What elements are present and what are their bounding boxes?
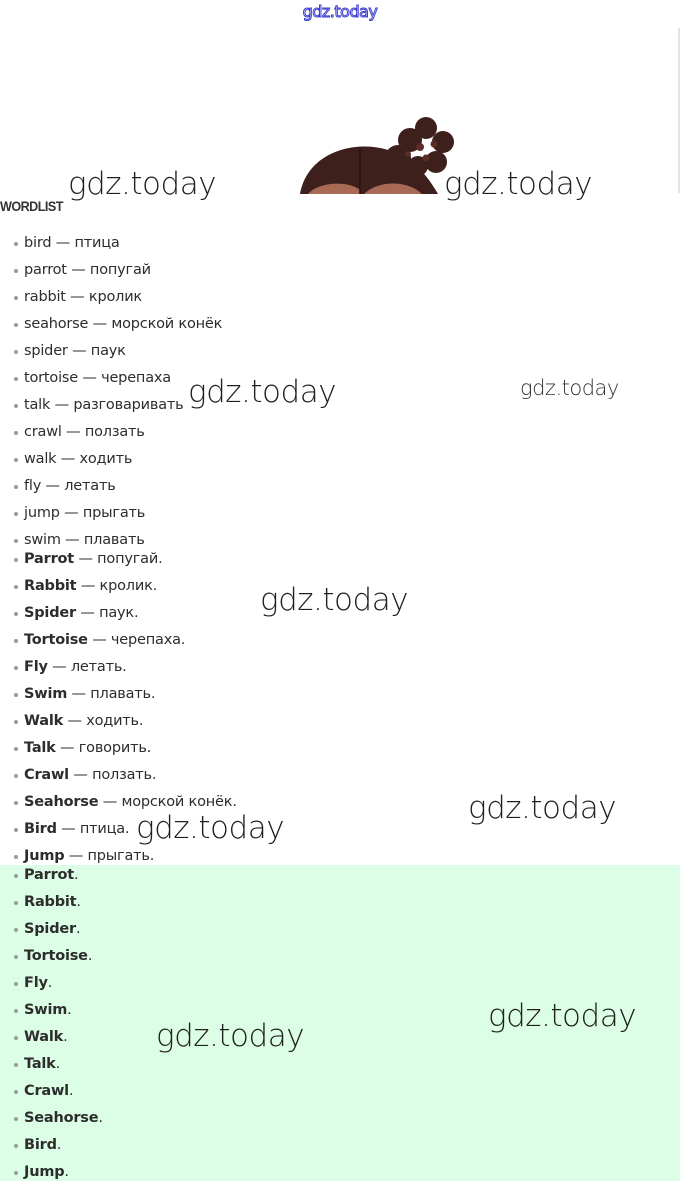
watermark: gdz.today: [260, 582, 409, 618]
period: .: [64, 1164, 69, 1180]
word: Jump: [24, 1164, 65, 1180]
list-item: [12, 1105, 103, 1132]
top-watermark: gdz.today: [302, 2, 378, 21]
word: Walk: [24, 713, 64, 729]
translation: — летать.: [47, 659, 127, 675]
watermark: gdz.today: [444, 166, 593, 202]
translation: — птица.: [56, 821, 130, 837]
list-item: spider — паук: [12, 338, 222, 365]
word: Spider: [24, 921, 76, 937]
word: Crawl: [24, 1083, 69, 1099]
translation: — паук.: [75, 605, 139, 621]
list-item: [12, 916, 103, 943]
period: .: [47, 975, 53, 991]
watermark: gdz.today: [156, 1018, 305, 1054]
list-item: seahorse — морской конёк: [12, 311, 222, 338]
period: .: [76, 894, 81, 910]
word: Talk: [24, 740, 56, 756]
word: Walk: [24, 1029, 64, 1045]
translation: — ползать.: [68, 767, 157, 783]
list-item: [12, 816, 237, 843]
translation: — ходить.: [63, 713, 144, 729]
list-item: [12, 862, 103, 889]
list-item: [12, 1024, 103, 1051]
period: .: [68, 1083, 74, 1099]
list-item: bird — птица: [12, 230, 222, 257]
list-item: tortoise — черепаха: [12, 365, 222, 392]
word: Jump: [24, 848, 65, 864]
list-item: [12, 600, 237, 627]
period: .: [75, 921, 81, 937]
list-item: fly — летать: [12, 473, 222, 500]
word: Rabbit: [24, 894, 77, 910]
word: Rabbit: [24, 578, 77, 594]
list-item: rabbit — кролик: [12, 284, 222, 311]
watermark: gdz.today: [188, 374, 337, 410]
list-item: [12, 1078, 103, 1105]
word: Bird: [24, 821, 57, 837]
list-item: [12, 654, 237, 681]
period: .: [74, 867, 79, 883]
word: Seahorse: [24, 1110, 99, 1126]
answer-list-words: [12, 862, 103, 1186]
watermark: gdz.today: [68, 166, 217, 202]
word: Talk: [24, 1056, 56, 1072]
watermark: gdz.today: [136, 810, 285, 846]
translation: — черепаха.: [87, 632, 186, 648]
list-item: [12, 789, 237, 816]
list-item: parrot — попугай: [12, 257, 222, 284]
translation: — морской конёк.: [98, 794, 237, 810]
list-item: [12, 681, 237, 708]
character-illustration: [298, 110, 458, 194]
list-item: [12, 889, 103, 916]
period: .: [56, 1137, 62, 1153]
wordlist-heading: WORDLIST: [0, 198, 63, 214]
word: Swim: [24, 1002, 68, 1018]
translation: — попугай.: [74, 551, 163, 567]
translation: — кролик.: [76, 578, 158, 594]
word: Parrot: [24, 551, 75, 567]
watermark: gdz.today: [520, 376, 619, 400]
watermark: gdz.today: [468, 790, 617, 826]
wordlist-translations: [12, 230, 222, 554]
word: Fly: [24, 975, 48, 991]
list-item: talk — разговаривать: [12, 392, 222, 419]
list-item: [12, 970, 103, 997]
list-item: swim — плавать: [12, 527, 222, 554]
list-item: crawl — ползать: [12, 419, 222, 446]
period: .: [63, 1029, 68, 1045]
list-item: [12, 546, 237, 573]
list-item: [12, 708, 237, 735]
list-item: [12, 735, 237, 762]
list-item: walk — ходить: [12, 446, 222, 473]
list-item: jump — прыгать: [12, 500, 222, 527]
list-item: [12, 573, 237, 600]
list-item: [12, 1051, 103, 1078]
word: Seahorse: [24, 794, 99, 810]
word: Swim: [24, 686, 68, 702]
translation: — плавать.: [67, 686, 156, 702]
period: .: [98, 1110, 103, 1126]
answer-list-translations: [12, 546, 237, 870]
word: Parrot: [24, 867, 75, 883]
list-item: [12, 627, 237, 654]
word: Fly: [24, 659, 48, 675]
word: Tortoise: [24, 948, 88, 964]
list-item: [12, 1132, 103, 1159]
list-item: [12, 762, 237, 789]
list-item: [12, 997, 103, 1024]
watermark: gdz.today: [488, 998, 637, 1034]
word: Tortoise: [24, 632, 88, 648]
period: .: [55, 1056, 61, 1072]
word: Bird: [24, 1137, 57, 1153]
period: .: [67, 1002, 72, 1018]
translation: — говорить.: [55, 740, 152, 756]
word: Spider: [24, 605, 76, 621]
period: .: [87, 948, 93, 964]
list-item: [12, 1159, 103, 1186]
translation: — прыгать.: [64, 848, 155, 864]
list-item: [12, 943, 103, 970]
word: Crawl: [24, 767, 69, 783]
